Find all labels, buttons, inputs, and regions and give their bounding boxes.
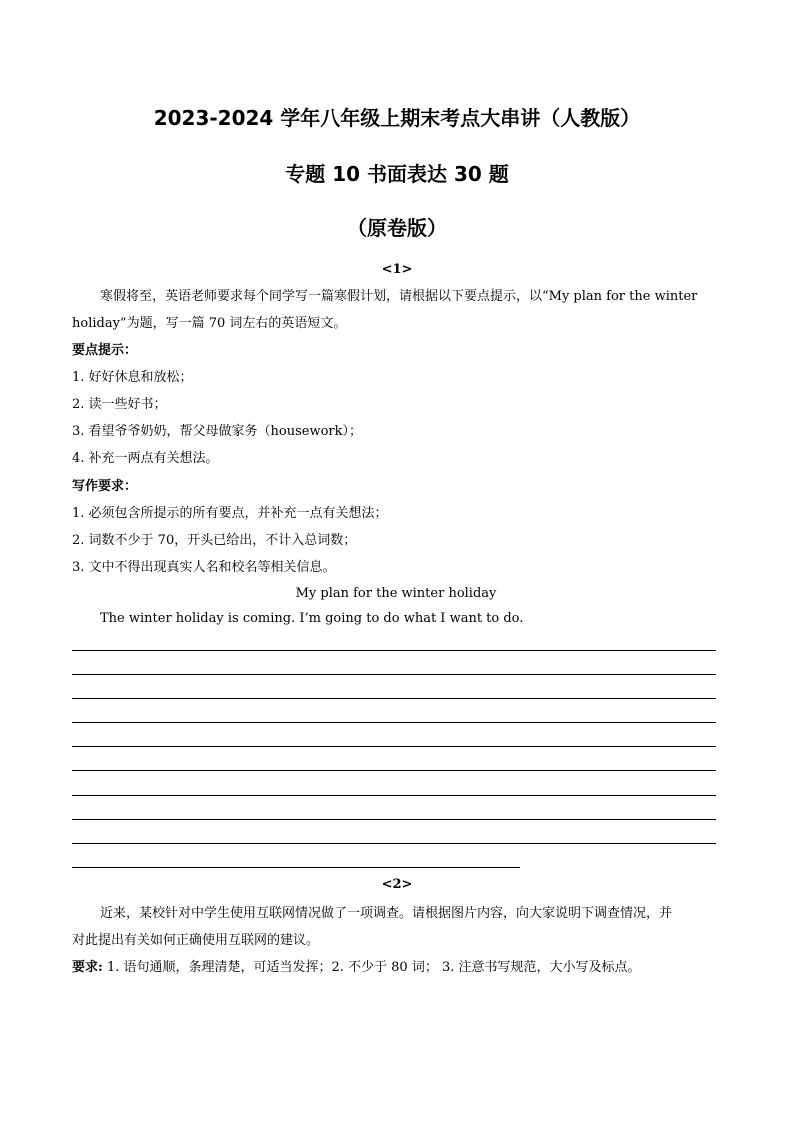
- q1-requirement-2: 2. 词数不少于 70，开头已给出，不计入总词数；: [72, 533, 357, 548]
- q2-requirements: [72, 959, 720, 977]
- answer-line: [72, 674, 716, 675]
- edition-label: （原卷版）: [347, 216, 447, 240]
- q1-requirement-1: 1. 必须包含所提示的所有要点，并补充一点有关想法；: [72, 506, 388, 521]
- answer-line: [72, 819, 716, 820]
- q2-prompt-line-2: 对此提出有关如何正确使用互联网的建议。: [72, 933, 320, 948]
- question-2-number: <2>: [381, 877, 413, 892]
- answer-line: [72, 698, 716, 699]
- answer-line: [72, 770, 716, 771]
- answer-line: [72, 746, 716, 747]
- q1-requirements-heading: 写作要求：: [72, 479, 138, 494]
- answer-line: [72, 650, 716, 651]
- q1-point-4: 4. 补充一两点有关想法。: [72, 451, 219, 466]
- q1-prompt-line-2: holiday”为题，写一篇 70 词左右的英语短文。: [72, 316, 347, 331]
- worksheet-title: 2023-2024 学年八年级上期末考点大串讲（人教版）: [153, 106, 641, 130]
- q1-point-1: 1. 好好休息和放松；: [72, 370, 193, 385]
- answer-line-last: [72, 867, 520, 868]
- q1-point-3: 3. 看望爷爷奶奶，帮父母做家务（housework）；: [72, 424, 363, 439]
- answer-line: [72, 722, 716, 723]
- topic-subtitle: 专题 10 书面表达 30 题: [285, 162, 509, 186]
- q1-requirement-3: 3. 文中不得出现真实人名和校名等相关信息。: [72, 560, 336, 575]
- q1-prompt-line-1: 寒假将至，英语老师要求每个同学写一篇寒假计划，请根据以下要点提示，以“My plan for the winter: [100, 289, 698, 304]
- q2-requirements-text: 1. 语句通顺，条理清楚，可适当发挥；2. 不少于 80 词； 3. 注意书写规范，大小写及标点。: [102, 960, 641, 975]
- q1-point-2: 2. 读一些好书；: [72, 397, 167, 412]
- answer-line: [72, 843, 716, 844]
- essay-opening-line: The winter holiday is coming. I’m going to do what I want to do.: [100, 611, 524, 626]
- question-1-number: <1>: [381, 262, 413, 277]
- q2-requirements-label: 要求:: [72, 960, 103, 975]
- answer-line: [72, 795, 716, 796]
- q2-prompt-line-1: 近来，某校针对中学生使用互联网情况做了一项调查。请根据图片内容，向大家说明下调查情况，并: [100, 906, 673, 921]
- q1-points-heading: 要点提示：: [72, 343, 138, 358]
- essay-title: My plan for the winter holiday: [295, 586, 497, 601]
